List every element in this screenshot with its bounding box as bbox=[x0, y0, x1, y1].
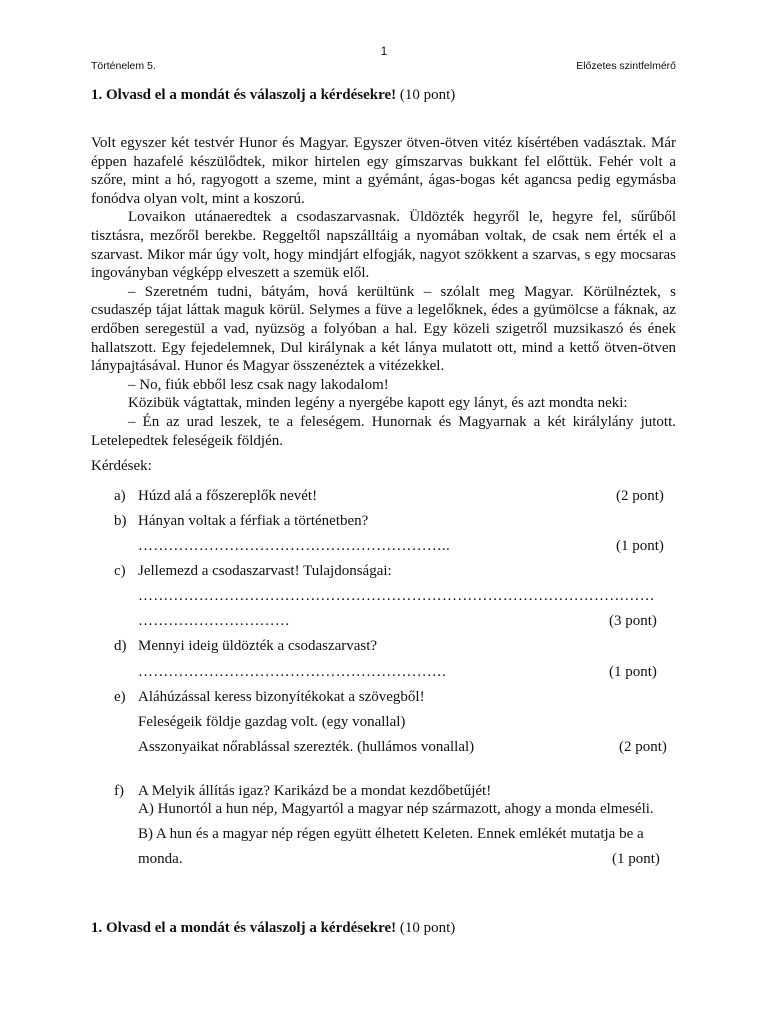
question-text: Aláhúzással keress bizonyítékokat a szövegből! bbox=[138, 689, 425, 705]
question-text: A Melyik állítás igaz? Karikázd be a mondat kezdőbetűjét! bbox=[138, 783, 492, 799]
question-points: (1 pont) bbox=[609, 664, 657, 680]
question-letter: b) bbox=[114, 513, 127, 529]
option-b[interactable]: B) A hun és a magyar nép régen együtt élhetett Keleten. Ennek emlékét mutatja be a bbox=[138, 826, 644, 842]
story-paragraph: Lovaikon utánaeredtek a csodaszarvasnak. Üldözték hegyről le, hegyre fel, sűrűből tisztásra, mezőről berekbe. Reggeltől napszálltáig a nyomában voltak, de csak nem érték el a szarvast. Mikor már úgy volt, hogy mindjárt elfogják, nagyot szökkent a szarvas, s egy mocsaras ingoványban végképp elveszett a szemük elől. bbox=[91, 209, 676, 282]
story-paragraph: – Én az urad leszek, te a feleségem. Hunornak és Magyarnak a két királylány jutott. Letelepedtek feleségeik földjén. bbox=[91, 413, 676, 449]
question-letter: a) bbox=[114, 488, 126, 504]
statement-line: Asszonyaikat nőrablással szerezték. (hullámos vonallal) bbox=[138, 739, 475, 755]
question-e bbox=[114, 688, 674, 706]
question-letter: f) bbox=[114, 783, 124, 799]
option-b-continued: monda. bbox=[138, 851, 183, 867]
task-title-repeat bbox=[91, 919, 455, 937]
question-b bbox=[114, 512, 674, 530]
option-a[interactable]: A) Hunortól a hun nép, Magyartól a magyar nép származott, ahogy a monda elmeséli. bbox=[138, 801, 654, 817]
question-text: Hányan voltak a férfiak a történetben? bbox=[138, 513, 369, 529]
question-letter: d) bbox=[114, 638, 127, 654]
story-paragraph: Közibük vágtattak, minden legény a nyergébe kapott egy lányt, és azt mondta neki: bbox=[128, 395, 628, 412]
task-title-text: 1. Olvasd el a mondát és válaszolj a kérdésekre! bbox=[91, 87, 397, 103]
answer-line[interactable]: …………………………………………………….. bbox=[138, 538, 450, 554]
question-points: (2 pont) bbox=[619, 739, 667, 755]
question-text: Jellemezd a csodaszarvast! Tulajdonságai: bbox=[138, 563, 392, 579]
page-number: 1 bbox=[380, 44, 388, 58]
story-paragraph: – No, fiúk ebből lesz csak nagy lakodalom! bbox=[128, 376, 389, 393]
question-points: (1 pont) bbox=[612, 851, 660, 867]
answer-line[interactable]: ………………………………………………………………………………………… bbox=[138, 588, 655, 604]
task-title bbox=[91, 86, 455, 104]
task-title-points: (10 pont) bbox=[396, 87, 456, 103]
question-points: (1 pont) bbox=[616, 538, 664, 554]
story-paragraph: Volt egyszer két testvér Hunor és Magyar. Egyszer ötven-ötven vitéz kísértében vadásztak. Már éppen hazafelé készülődtek, mikor hirtelen egy gímszarvas bukkant fel előttük. Fehér volt a szőre, mint a hó, ragyogott a szeme, mint a gyémánt, ágas-bogas két agancsa pedig egymásba fonódva olyan volt, mint a koszorú. bbox=[91, 135, 676, 207]
question-letter: c) bbox=[114, 563, 126, 579]
question-d bbox=[114, 637, 674, 655]
questions-heading: Kérdések: bbox=[91, 458, 152, 474]
task-title-text: 1. Olvasd el a mondát és válaszolj a kérdésekre! bbox=[91, 920, 397, 936]
question-a bbox=[114, 487, 674, 505]
question-c bbox=[114, 562, 674, 580]
answer-line[interactable]: ………………………… bbox=[138, 613, 290, 629]
statement-line: Feleségeik földje gazdag volt. (egy vonallal) bbox=[138, 714, 406, 730]
task-title-points: (10 pont) bbox=[396, 920, 456, 936]
question-points: (2 pont) bbox=[616, 488, 664, 504]
question-f bbox=[114, 782, 674, 800]
question-text: Mennyi ideig üldözték a csodaszarvast? bbox=[138, 638, 378, 654]
question-text: Húzd alá a főszereplők nevét! bbox=[138, 488, 318, 504]
story-paragraph: – Szeretném tudni, bátyám, hová kerültünk – szólalt meg Magyar. Körülnéztek, s csudaszép tájat láttak maguk körül. Selymes a füve a legelőknek, édes a gyümölcse a fáknak, az erdőben seregestül a vad, nyüzsög a folyóban a hal. Egy közeli szigetről muzsikaszó és ének hallatszott. Egy fejedelemnek, Dul királynak a két lánya mulatott ott, mind a kettő ötven-ötven lánypajtásával. Hunor és Magyar összenéztek a vitézekkel. bbox=[91, 283, 676, 375]
question-points: (3 pont) bbox=[609, 613, 657, 629]
header-test-type: Előzetes szintfelmérő bbox=[576, 60, 676, 72]
question-letter: e) bbox=[114, 689, 126, 705]
header-subject: Történelem 5. bbox=[91, 60, 156, 72]
answer-line[interactable]: ……………………………………………………. bbox=[138, 664, 446, 680]
legend-text bbox=[91, 134, 676, 450]
